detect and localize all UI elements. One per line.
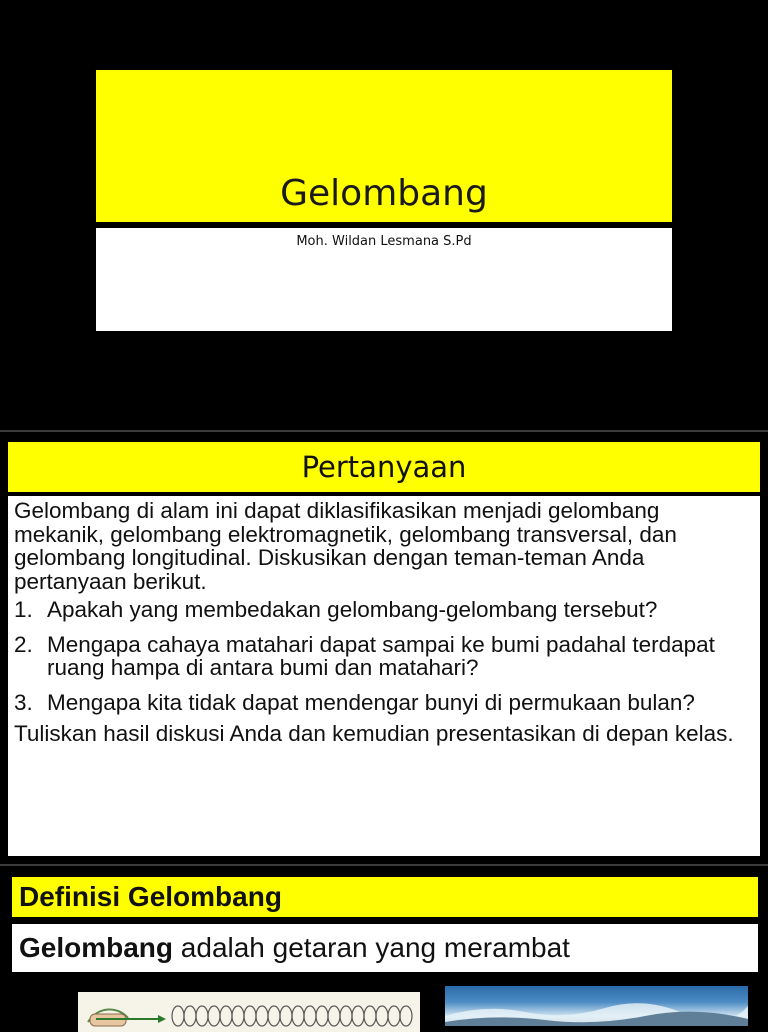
list-text: Mengapa kita tidak dapat mendengar bunyi di permukaan bulan?	[47, 689, 695, 715]
questions-body	[8, 496, 760, 856]
definition-term: Gelombang	[19, 932, 174, 963]
questions-slide	[0, 432, 768, 864]
questions-closing: Tuliskan hasil diskusi Anda dan kemudian presentasikan di depan kelas.	[14, 721, 734, 746]
title-slide	[0, 0, 768, 430]
spring-coils	[172, 1006, 412, 1026]
spring-illustration	[78, 992, 420, 1032]
slide-title: Gelombang	[280, 173, 488, 214]
arrow-icon	[158, 1015, 166, 1023]
list-number: 2.	[14, 631, 33, 657]
questions-header	[8, 442, 760, 492]
list-item	[14, 598, 754, 622]
ocean-illustration	[445, 986, 748, 1026]
list-text: Apakah yang membedakan gelombang-gelombang tersebut?	[47, 597, 658, 622]
list-number: 1.	[14, 597, 33, 622]
subtitle-panel	[96, 228, 672, 331]
title-banner	[96, 70, 672, 222]
list-item	[14, 691, 754, 715]
questions-list	[14, 598, 754, 714]
definition-title: Definisi Gelombang	[19, 881, 282, 912]
definition-body	[12, 924, 758, 972]
list-text: Mengapa cahaya matahari dapat sampai ke bumi padahal terdapat ruang hampa di antara bumi dan matahari?	[47, 631, 715, 680]
questions-title: Pertanyaan	[301, 450, 467, 484]
definition-slide	[0, 866, 768, 1024]
definition-rest: adalah getaran yang merambat	[173, 932, 570, 963]
list-item	[14, 633, 754, 680]
list-number: 3.	[14, 689, 33, 715]
ocean-wave-image	[445, 986, 748, 1026]
author-subtitle: Moh. Wildan Lesmana S.Pd	[296, 234, 472, 249]
spring-wave-image	[78, 992, 420, 1032]
definition-text	[19, 932, 570, 964]
questions-intro: Gelombang di alam ini dapat diklasifikasikan menjadi gelombang mekanik, gelombang elektromagnetik, gelombang transversal, dan gelombang longitudinal. Diskusikan dengan teman-teman Anda pertanyaan berikut.	[14, 498, 677, 594]
definition-header	[12, 877, 758, 917]
